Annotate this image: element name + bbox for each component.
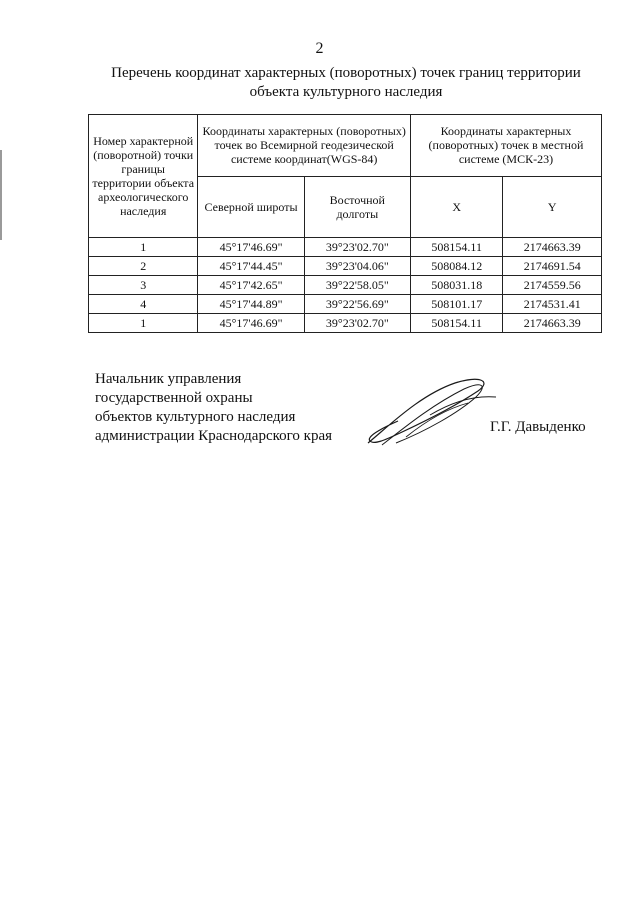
header-longitude: Восточной долготы bbox=[304, 176, 410, 238]
table-row bbox=[89, 276, 602, 295]
cell-latitude: 45°17'46.69" bbox=[198, 314, 304, 333]
header-wgs84: Координаты характерных (поворотных) точек во Всемирной геодезической системе координат(WGS-84) bbox=[198, 115, 411, 177]
cell-y: 2174663.39 bbox=[503, 314, 602, 333]
cell-longitude: 39°23'02.70" bbox=[304, 238, 410, 257]
table-row bbox=[89, 257, 602, 276]
cell-y: 2174691.54 bbox=[503, 257, 602, 276]
table-row bbox=[89, 314, 602, 333]
page-number: 2 bbox=[315, 40, 324, 57]
cell-point-number: 1 bbox=[89, 314, 198, 333]
cell-longitude: 39°22'58.05" bbox=[304, 276, 410, 295]
cell-x: 508031.18 bbox=[410, 276, 503, 295]
header-x: X bbox=[410, 176, 503, 238]
cell-longitude: 39°23'04.06" bbox=[304, 257, 410, 276]
signatory-name: Г.Г. Давыденко bbox=[490, 419, 586, 435]
cell-x: 508154.11 bbox=[410, 238, 503, 257]
header-y: Y bbox=[503, 176, 602, 238]
table-body bbox=[89, 238, 602, 333]
header-latitude: Северной широты bbox=[198, 176, 304, 238]
cell-latitude: 45°17'46.69" bbox=[198, 238, 304, 257]
cell-point-number: 2 bbox=[89, 257, 198, 276]
cell-latitude: 45°17'44.45" bbox=[198, 257, 304, 276]
position-line-3: объектов культурного наследия bbox=[95, 409, 296, 425]
document-title bbox=[60, 64, 632, 102]
header-point-number: Номер характерной (поворотной) точки границы территории объекта археологического наследия bbox=[89, 115, 198, 238]
cell-longitude: 39°23'02.70" bbox=[304, 314, 410, 333]
cell-latitude: 45°17'42.65" bbox=[198, 276, 304, 295]
cell-latitude: 45°17'44.89" bbox=[198, 295, 304, 314]
table-header bbox=[89, 115, 602, 238]
position-line-1: Начальник управления bbox=[95, 371, 242, 387]
cell-x: 508154.11 bbox=[410, 314, 503, 333]
position-line-4: администрации Краснодарского края bbox=[95, 428, 333, 444]
table-row bbox=[89, 295, 602, 314]
cell-x: 508101.17 bbox=[410, 295, 503, 314]
cell-x: 508084.12 bbox=[410, 257, 503, 276]
signatory-position bbox=[95, 370, 332, 446]
coordinates-table bbox=[88, 114, 602, 333]
cell-y: 2174531.41 bbox=[503, 295, 602, 314]
cell-y: 2174663.39 bbox=[503, 238, 602, 257]
cell-y: 2174559.56 bbox=[503, 276, 602, 295]
cell-point-number: 4 bbox=[89, 295, 198, 314]
title-line-1: Перечень координат характерных (поворотных) точек границ территории bbox=[111, 65, 581, 81]
position-line-2: государственной охраны bbox=[95, 390, 253, 406]
header-msk23: Координаты характерных (поворотных) точек в местной системе (МСК-23) bbox=[410, 115, 601, 177]
cell-point-number: 1 bbox=[89, 238, 198, 257]
table-row bbox=[89, 238, 602, 257]
title-line-2: объекта культурного наследия bbox=[249, 84, 443, 100]
cell-longitude: 39°22'56.69" bbox=[304, 295, 410, 314]
scan-edge-mark bbox=[0, 150, 2, 240]
handwritten-signature bbox=[360, 375, 500, 450]
header-row-1 bbox=[89, 115, 602, 177]
cell-point-number: 3 bbox=[89, 276, 198, 295]
